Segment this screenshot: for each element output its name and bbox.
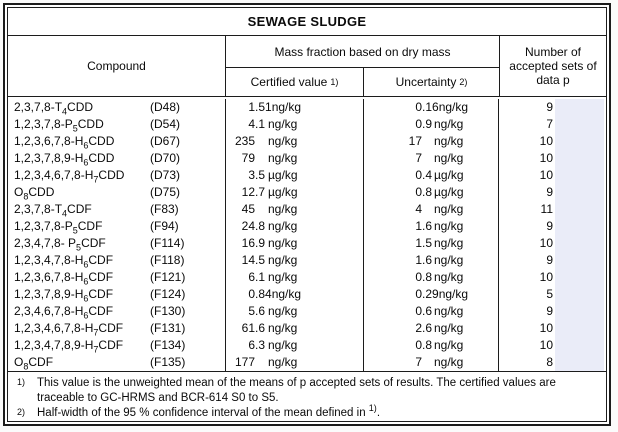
accepted-sets-cell	[499, 167, 606, 184]
accepted-sets-value: 9	[546, 185, 553, 199]
compound-subscript: 8	[23, 191, 29, 202]
certified-value-cell	[226, 354, 364, 371]
accepted-sets-value: 10	[539, 134, 553, 148]
compound-code: (D73)	[150, 168, 181, 182]
highlight-bar	[555, 133, 604, 150]
uncertainty-cell	[364, 354, 499, 371]
uncertainty-unit: ng/kg	[434, 202, 464, 216]
highlight-bar	[555, 252, 604, 269]
footnote-1-body: This value is the unweighted mean of the means of p accepted sets of results. The certified values are traceable to GC-HRMS and BCR-614 S0 to S5.	[37, 377, 556, 404]
certified-value-unit: ng/kg	[268, 355, 298, 369]
certified-value-cell	[226, 201, 364, 218]
accepted-sets-cell	[499, 218, 606, 235]
header-accepted-sets: Number of accepted sets of data p	[499, 36, 606, 96]
certified-value-cell	[226, 337, 364, 354]
header-mass-fraction-group	[226, 36, 499, 96]
uncertainty-unit: ng/kg	[434, 304, 464, 318]
footnote-2	[14, 403, 596, 421]
uncertainty-number: 7	[415, 151, 422, 165]
certified-value-unit: ng/kg	[268, 253, 298, 267]
uncertainty-number: 1	[415, 236, 422, 250]
header-subrow	[226, 68, 499, 96]
highlight-bar	[555, 201, 604, 218]
certified-value-unit: ng/kg	[268, 134, 298, 148]
uncertainty-unit: ng/kg	[434, 355, 464, 369]
uncertainty-number: 0	[415, 100, 422, 114]
compound-cell	[8, 235, 226, 252]
certified-value-fraction: .1	[255, 270, 266, 284]
uncertainty-fraction	[422, 201, 434, 218]
compound-name: 2,3,4,7,8- $P_5CDF$	[14, 236, 106, 253]
header-certified-value-label: Certified value	[250, 75, 328, 90]
footnote-1-text	[37, 376, 596, 406]
compound-subscript: 6	[83, 140, 89, 151]
accepted-sets-value: 10	[539, 151, 553, 165]
uncertainty-cell	[364, 303, 499, 320]
uncertainty-fraction: .4	[422, 168, 433, 182]
compound-cell	[8, 269, 226, 286]
table-row	[8, 286, 606, 303]
compound-name: $1,2,3,6,7,8-H_6CDD$	[14, 134, 115, 151]
accepted-sets-cell	[499, 354, 606, 371]
certified-value-number: 235	[234, 134, 255, 148]
uncertainty-cell	[364, 99, 499, 116]
certified-value-number: 6	[248, 338, 255, 352]
highlight-bar	[555, 235, 604, 252]
compound-code: (F130)	[150, 304, 186, 318]
accepted-sets-value: 9	[546, 253, 553, 267]
certified-value-cell	[226, 218, 364, 235]
accepted-sets-cell	[499, 303, 606, 320]
footnote-1-mark: 1)	[17, 377, 26, 387]
compound-code: (F135)	[150, 355, 186, 369]
accepted-sets-cell	[499, 337, 606, 354]
certified-value-fraction: .6	[255, 304, 266, 318]
accepted-sets-cell	[499, 252, 606, 269]
highlight-bar	[555, 116, 604, 133]
certified-value-unit: ng/kg	[268, 236, 298, 250]
compound-subscript: 5	[72, 225, 78, 236]
compound-subscript: 6	[83, 276, 89, 287]
certified-value-number: 12	[241, 185, 255, 199]
header-certified-value: Certified value 1)	[226, 68, 364, 96]
certified-value-number: 61	[241, 321, 255, 335]
highlight-bar	[555, 337, 604, 354]
compound-subscript: 5	[76, 242, 82, 253]
table-row	[8, 99, 606, 116]
uncertainty-cell	[364, 218, 499, 235]
compound-cell	[8, 99, 226, 116]
compound-code: (D67)	[150, 134, 181, 148]
table-row	[8, 201, 606, 218]
compound-name: $1,2,3,4,6,7,8-H_7CDF$	[14, 321, 124, 338]
table-row	[8, 150, 606, 167]
header-compound: Compound	[8, 36, 226, 96]
compound-name: $O_8CDF$	[14, 355, 54, 372]
compound-subscript: 6	[83, 157, 89, 168]
certified-value-cell	[226, 286, 364, 303]
uncertainty-number: 0	[415, 117, 422, 131]
accepted-sets-value: 5	[546, 287, 553, 301]
uncertainty-unit: ng/kg	[438, 100, 469, 114]
certified-value-fraction: .51	[255, 100, 272, 114]
compound-subscript: 6	[83, 310, 89, 321]
uncertainty-fraction: .5	[422, 236, 433, 250]
highlight-bar	[555, 354, 604, 371]
compound-cell	[8, 218, 226, 235]
uncertainty-fraction: .16	[422, 100, 439, 114]
uncertainty-number: 1	[415, 219, 422, 233]
uncertainty-number: 2	[415, 321, 422, 335]
highlight-bar	[555, 269, 604, 286]
certified-value-number: 45	[241, 202, 255, 216]
certified-value-fraction: .84	[255, 287, 272, 301]
uncertainty-unit: ng/kg	[434, 151, 464, 165]
uncertainty-fraction	[422, 133, 434, 150]
uncertainty-fraction: .9	[422, 117, 433, 131]
header-mass-fraction: Mass fraction based on dry mass	[226, 36, 499, 68]
certified-value-cell	[226, 235, 364, 252]
uncertainty-unit: ng/kg	[434, 219, 464, 233]
compound-code: (F118)	[150, 253, 185, 267]
certified-value-fraction: .1	[255, 117, 266, 131]
certified-value-cell	[226, 116, 364, 133]
accepted-sets-cell	[499, 286, 606, 303]
compound-cell	[8, 116, 226, 133]
compound-code: (D54)	[150, 117, 181, 131]
certified-value-unit: µg/kg	[268, 168, 298, 182]
compound-code: (D70)	[150, 151, 181, 165]
uncertainty-unit: ng/kg	[434, 321, 464, 335]
accepted-sets-cell	[499, 150, 606, 167]
certified-value-number: 0	[248, 287, 255, 301]
uncertainty-unit: µg/kg	[434, 185, 464, 199]
uncertainty-unit: ng/kg	[434, 338, 464, 352]
certified-value-unit: ng/kg	[268, 321, 298, 335]
certified-value-cell	[226, 184, 364, 201]
compound-cell	[8, 320, 226, 337]
compound-name: $1,2,3,4,7,8,9-H_7CDF$	[14, 338, 124, 355]
uncertainty-fraction: .6	[422, 219, 433, 233]
accepted-sets-value: 10	[539, 338, 553, 352]
compound-name: $2,3,4,6,7,8-H_6CDF$	[14, 304, 114, 321]
compound-code: (F83)	[150, 202, 179, 216]
compound-cell	[8, 286, 226, 303]
certified-value-number: 3	[248, 168, 255, 182]
accepted-sets-cell	[499, 235, 606, 252]
uncertainty-number: 0	[415, 287, 422, 301]
accepted-sets-cell	[499, 201, 606, 218]
compound-subscript: 4	[62, 208, 68, 219]
uncertainty-cell	[364, 337, 499, 354]
uncertainty-unit: ng/kg	[434, 253, 464, 267]
uncertainty-fraction: .29	[422, 287, 439, 301]
certified-value-number: 177	[234, 355, 255, 369]
certified-value-fraction	[255, 133, 268, 150]
table-row	[8, 252, 606, 269]
table-row	[8, 320, 606, 337]
certified-value-cell	[226, 150, 364, 167]
table-row	[8, 303, 606, 320]
compound-subscript: 4	[62, 106, 68, 117]
certified-value-fraction: .5	[255, 253, 266, 267]
compound-name: $1,2,3,4,6,7,8-H_7CDD$	[14, 168, 125, 185]
compound-name: $1,2,3,7,8-P_5CDF$	[14, 219, 103, 236]
uncertainty-number: 7	[415, 355, 422, 369]
uncertainty-number: 17	[408, 134, 422, 148]
certified-value-cell	[226, 269, 364, 286]
accepted-sets-cell	[499, 184, 606, 201]
uncertainty-fraction: .8	[422, 185, 433, 199]
compound-cell	[8, 133, 226, 150]
highlight-bar	[555, 218, 604, 235]
certified-value-fraction: .6	[255, 321, 266, 335]
certified-value-fraction: .9	[255, 236, 266, 250]
highlight-bar	[555, 286, 604, 303]
table-title: SEWAGE SLUDGE	[8, 8, 606, 36]
compound-code: (F121)	[150, 270, 186, 284]
compound-cell	[8, 184, 226, 201]
accepted-sets-cell	[499, 133, 606, 150]
uncertainty-unit: ng/kg	[434, 134, 464, 148]
uncertainty-unit: µg/kg	[434, 168, 464, 182]
certified-value-cell	[226, 167, 364, 184]
certified-value-number: 79	[241, 151, 255, 165]
uncertainty-number: 1	[415, 253, 422, 267]
uncertainty-unit: ng/kg	[438, 287, 469, 301]
table-body	[8, 97, 606, 372]
footnote-2-body: Half-width of the 95 % confidence interval of the mean defined in	[37, 407, 369, 419]
certificate-table	[3, 3, 611, 426]
uncertainty-unit: ng/kg	[434, 270, 464, 284]
table-row	[8, 218, 606, 235]
certified-value-cell	[226, 303, 364, 320]
footnotes	[8, 372, 606, 421]
accepted-sets-value: 9	[546, 304, 553, 318]
uncertainty-fraction: .8	[422, 338, 433, 352]
uncertainty-cell	[364, 252, 499, 269]
uncertainty-number: 0	[415, 304, 422, 318]
table-row	[8, 184, 606, 201]
compound-subscript: 7	[93, 344, 99, 355]
certified-value-fraction	[255, 150, 268, 167]
compound-subscript: 5	[72, 123, 78, 134]
compound-code: (D48)	[150, 100, 181, 114]
uncertainty-cell	[364, 286, 499, 303]
compound-cell	[8, 167, 226, 184]
compound-name: $O_8CDD$	[14, 185, 55, 202]
highlight-bar	[555, 184, 604, 201]
certified-value-fraction: .8	[255, 219, 266, 233]
uncertainty-fraction: .6	[422, 304, 433, 318]
compound-cell	[8, 303, 226, 320]
certified-value-number: 5	[248, 304, 255, 318]
uncertainty-fraction: .8	[422, 270, 433, 284]
uncertainty-number: 0	[415, 185, 422, 199]
footnote-1	[14, 376, 596, 406]
compound-code: (F134)	[150, 338, 186, 352]
certified-value-unit: ng/kg	[268, 151, 298, 165]
footnote-2-mark: 2)	[17, 407, 26, 417]
certified-value-unit: µg/kg	[268, 185, 298, 199]
uncertainty-number: 4	[415, 202, 422, 216]
table-row	[8, 354, 606, 371]
compound-name: $1,2,3,6,7,8-H_6CDF$	[14, 270, 114, 287]
uncertainty-cell	[364, 150, 499, 167]
compound-name: $1,2,3,4,7,8-H_6CDF$	[14, 253, 114, 270]
uncertainty-unit: ng/kg	[434, 117, 464, 131]
certified-value-fraction: .5	[255, 168, 266, 182]
footnote-2-text	[37, 403, 596, 421]
compound-name: $1,2,3,7,8,9-H_6CDD$	[14, 151, 115, 168]
accepted-sets-cell	[499, 116, 606, 133]
uncertainty-fraction	[422, 354, 434, 371]
compound-subscript: 7	[93, 327, 99, 338]
certified-value-cell	[226, 133, 364, 150]
compound-cell	[8, 354, 226, 371]
highlight-bar	[555, 303, 604, 320]
certified-value-fraction	[255, 201, 268, 218]
table-row	[8, 116, 606, 133]
accepted-sets-value: 11	[540, 202, 553, 216]
compound-code: (F124)	[150, 287, 186, 301]
highlight-bar	[555, 150, 604, 167]
compound-subscript: 6	[83, 259, 89, 270]
accepted-sets-value: 10	[539, 270, 553, 284]
certified-value-fraction	[255, 354, 268, 371]
compound-subscript: 6	[83, 293, 89, 304]
compound-subscript: 8	[23, 361, 29, 372]
table-row	[8, 269, 606, 286]
certified-value-unit: ng/kg	[268, 304, 298, 318]
certified-value-unit: ng/kg	[268, 338, 298, 352]
certified-value-unit: ng/kg	[268, 202, 298, 216]
uncertainty-cell	[364, 201, 499, 218]
table-header	[8, 36, 606, 97]
accepted-sets-value: 10	[539, 321, 553, 335]
highlight-bar	[555, 320, 604, 337]
uncertainty-cell	[364, 269, 499, 286]
uncertainty-number: 0	[415, 338, 422, 352]
certified-value-number: 24	[241, 219, 255, 233]
uncertainty-cell	[364, 116, 499, 133]
compound-code: (F94)	[150, 219, 179, 233]
accepted-sets-value: 9	[546, 100, 553, 114]
uncertainty-cell	[364, 133, 499, 150]
certified-value-unit: ng/kg	[268, 270, 298, 284]
certified-value-unit: ng/kg	[271, 287, 302, 301]
highlight-bar	[555, 167, 604, 184]
compound-subscript: 7	[93, 174, 99, 185]
compound-cell	[8, 201, 226, 218]
footnote-2-tail: .	[376, 407, 381, 419]
highlight-bar	[555, 99, 604, 116]
certified-value-unit: ng/kg	[268, 219, 298, 233]
uncertainty-number: 0	[415, 168, 422, 182]
certified-value-fraction: .7	[255, 185, 266, 199]
certified-value-number: 1	[248, 100, 255, 114]
accepted-sets-cell	[499, 99, 606, 116]
certified-value-cell	[226, 320, 364, 337]
uncertainty-fraction: .6	[422, 321, 433, 335]
compound-name: $1,2,3,7,8-P_5CDD$	[14, 117, 104, 134]
table-row	[8, 133, 606, 150]
accepted-sets-value: 10	[539, 168, 553, 182]
certified-value-fraction: .3	[255, 338, 266, 352]
uncertainty-unit: ng/kg	[434, 236, 464, 250]
footnote-2-sup: 1)	[368, 403, 377, 414]
accepted-sets-value: 8	[546, 355, 553, 369]
compound-code: (F131)	[150, 321, 186, 335]
uncertainty-number: 0	[415, 270, 422, 284]
header-uncertainty: Uncertainty 2)	[395, 75, 468, 90]
accepted-sets-cell	[499, 320, 606, 337]
uncertainty-cell	[364, 184, 499, 201]
compound-name: $1,2,3,7,8,9-H_6CDF$	[14, 287, 114, 304]
compound-name: $2,3,7,8-T_4CDF$	[14, 202, 92, 219]
compound-name: $2,3,7,8-T_4CDD$	[14, 100, 94, 117]
table-row	[8, 337, 606, 354]
accepted-sets-cell	[499, 269, 606, 286]
uncertainty-cell	[364, 235, 499, 252]
accepted-sets-value: 7	[546, 117, 553, 131]
certified-value-unit: ng/kg	[268, 117, 298, 131]
accepted-sets-value: 9	[546, 219, 553, 233]
certified-value-number: 6	[248, 270, 255, 284]
compound-cell	[8, 150, 226, 167]
uncertainty-cell	[364, 320, 499, 337]
compound-code: (F114)	[150, 236, 185, 250]
certified-value-cell	[226, 252, 364, 269]
uncertainty-fraction	[422, 150, 434, 167]
certified-value-cell	[226, 99, 364, 116]
uncertainty-cell	[364, 167, 499, 184]
compound-cell	[8, 252, 226, 269]
header-uncertainty-label: Uncertainty	[395, 75, 457, 90]
certified-value-number: 16	[241, 236, 255, 250]
table-row	[8, 235, 606, 252]
compound-code: (D75)	[150, 185, 181, 199]
certified-value-unit: ng/kg	[271, 100, 302, 114]
certified-value-number: 4	[248, 117, 255, 131]
uncertainty-fraction: .6	[422, 253, 433, 267]
accepted-sets-value: 10	[539, 236, 553, 250]
table-frame	[7, 7, 607, 422]
certified-value-number: 14	[241, 253, 255, 267]
compound-cell	[8, 337, 226, 354]
table-row	[8, 167, 606, 184]
